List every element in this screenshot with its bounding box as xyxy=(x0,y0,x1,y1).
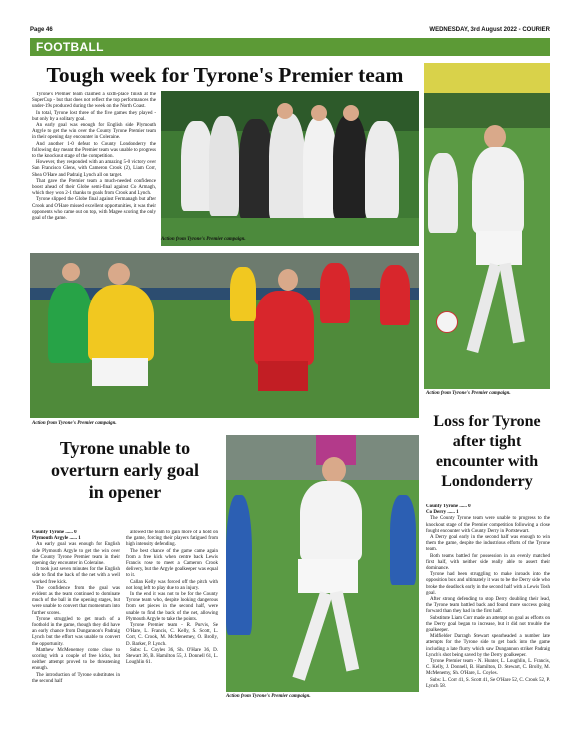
article3-paragraph: Substitute Liam Corr made an attempt on goal as efforts on the Derry goal began to increase, but it did not trouble the goalkeeper. xyxy=(426,615,550,634)
article3-paragraph: After strong defending to stop Derry doubling their lead, the Tyrone team battled back and found more success going forward than they had in the first half. xyxy=(426,597,550,615)
headline-opener xyxy=(30,437,220,503)
article2-paragraph: An early goal was enough for English side Plymouth Argyle to get the win over the County Tyrone Premier team in their opening day encounter in Coleraine. xyxy=(32,542,120,567)
headline-line: Loss for Tyrone xyxy=(433,413,541,430)
article3-paragraph: Midfielder Darragh Stewart spearheaded a number late attempts for the Tyrone side to get back into the game including a late flurry which saw Dungannon striker Padraig Lynch's shot being saved by the Derry goalkeeper. xyxy=(426,634,550,658)
article2-col2 xyxy=(126,530,218,730)
dribble-caption: Action from Tyrone's Premier campaign. xyxy=(226,694,311,699)
issue-date: WEDNESDAY, 3rd August 2022 - COURIER xyxy=(429,27,550,33)
article2-paragraph: Tyrone struggled to get much of a foothold in the game, though they did have an early chance from Dungannon's Padraig Lynch but the effort was unable to convert the opportunity. xyxy=(32,616,120,647)
section-band xyxy=(30,38,550,56)
runner-photo xyxy=(424,63,550,389)
headline-line: overturn early goal xyxy=(51,460,199,480)
article1-body xyxy=(32,92,156,252)
article3-paragraph: The County Tyrone team were unable to progress to the knockout stage of the Premier competition following a close fought encounter with County Derry in Portstewart. xyxy=(426,516,550,534)
article3-paragraph: Subs: L. Corr 41, S. Scott 41, Se O'Hare 52, C. Crook 52, P. Lynch 58. xyxy=(426,677,550,689)
article3-paragraph: Tyrone Premier team - N. Hunter, L. Loughlin, L. Francis, C. Kelly, J. Donnell, B. Hamilton, D. Stewart, C. Brolly, M. McMenemy, Sh. O'Hare, L. Coyles. xyxy=(426,659,550,677)
page-header xyxy=(30,27,550,36)
score-line: Plymouth Argyle ...... 1 xyxy=(32,536,81,542)
article2-paragraph: allowed the team to gain more of a hold on the game, forcing their players fatigued from high intensity defending. xyxy=(126,530,218,548)
huddle-caption: Action from Tyrone's Premier campaign. xyxy=(161,237,246,242)
headline-londonderry xyxy=(424,412,550,492)
score-line: County Tyrone ...... 0 xyxy=(426,504,471,509)
article2-paragraph: The introduction of Tyrone substitutes in the second half xyxy=(32,672,120,684)
headline-line: Tyrone unable to xyxy=(59,438,191,458)
action-photo xyxy=(30,253,419,418)
runner-caption: Action from Tyrone's Premier campaign. xyxy=(426,391,511,396)
article3-paragraph: A Derry goal early in the second half was enough to win them the game, despite the industrious efforts of the Tyrone team. xyxy=(426,535,550,553)
article2-paragraph: Subs: L. Coyles 36, Sh. O'Hare 36, D. Stewart 36, B. Hamilton 55, J. Donnell 61, L. Loughlin 61. xyxy=(126,647,218,666)
article1-paragraph: Tyrone's Premier team claimed a sixth-place finish at the SuperCup - but that does not reflect the top performances the under-19s produced during the week on the North Coast. xyxy=(32,92,156,110)
section-label: FOOTBALL xyxy=(36,40,104,54)
dribble-photo xyxy=(226,435,419,692)
huddle-photo xyxy=(161,91,419,246)
article1-paragraph: However, they responded with an amazing 5-0 victory over San Francisco Glens, with Cameron Crook (2), Liam Corr, Shea O'Hare and Padraig Lynch all on target. xyxy=(32,160,156,178)
headline-line: encounter with xyxy=(435,453,539,470)
score-line: County Tyrone ...... 0 xyxy=(32,530,77,535)
article2-paragraph: It took just seven minutes for the English side to find the back of the net with a well worked free kick. xyxy=(32,567,120,585)
score-line: Co Derry ...... 1 xyxy=(426,510,459,516)
article1-paragraph: That gave the Premier team a much-needed confidence boost ahead of their Globe semi-final against Co Armagh, which they won 2-1 thanks to goals from Crook and Lynch. xyxy=(32,178,156,197)
article1-paragraph: In total, Tyrone lost three of the five games they played - but only by a solitary goal. xyxy=(32,110,156,122)
article2-paragraph: The best chance of the game came again from a free kick when centre back Lewis Francis rose to meet a Cameron Crook delivery, but the Argyle goalkeeper was equal to it. xyxy=(126,548,218,579)
article2-paragraph: In the end it was not to be for the County Tyrone team who, despite looking dangerous from set pieces in the second half, were unable to find the back of the net, allowing Plymouth Argyle to take the points. xyxy=(126,592,218,622)
article2-col1 xyxy=(32,530,120,730)
article2-paragraph: Tyrone Premier team - R. Purvis, Se O'Hare, L. Francis, C. Kelly, S. Scott, L. Corr, C. Crook, M. McMenemey, O. Brolly, D. Barker, P. Lynch. xyxy=(126,623,218,647)
headline-line: Londonderry xyxy=(441,473,533,490)
article3-body xyxy=(426,504,550,730)
article3-paragraph: Tyrone had been struggling to make inroads into the opposition box and ultimately it was to be the Derry side who broke the deadlock early in the second half with a Lewis Tosh goal. xyxy=(426,572,550,596)
headline-line: in opener xyxy=(88,482,162,502)
article2-paragraph: The confidence from the goal was evident as the team continued to dominate much of the ball in the opening stages, but were unable to convert that momentum into further scores. xyxy=(32,585,120,616)
page-number: Page 46 xyxy=(30,27,53,33)
article1-paragraph: Tyrone slipped the Globe final against Fermanagh but after Crook and O'Hare missed excellent opportunities, it was their opponents who came out on top, with Magee scoring the only goal of the game. xyxy=(32,197,156,222)
main-headline: Tough week for Tyrone's Premier team xyxy=(46,63,404,87)
article2-paragraph: Matthew McMenemey come close to scoring with a couple of free kicks, but neither attempt proved to be threatening enough. xyxy=(32,647,120,672)
article1-paragraph: An early goal was enough for English side Plymouth Argyle to get the win over the County Tyrone Premier team in their opening day encounter in Coleraine. xyxy=(32,123,156,141)
action-caption: Action from Tyrone's Premier campaign. xyxy=(32,421,117,426)
article2-paragraph: Callan Kelly was forced off the pitch with not long left to play due to an injury. xyxy=(126,579,218,591)
article1-paragraph: And another 1-0 defeat to County Londonderry the following day meant the Premier team was unable to progress to the knockout stage of the competition. xyxy=(32,141,156,160)
headline-line: after tight xyxy=(452,433,522,450)
article3-paragraph: Both teams battled for possession in an evenly matched first half, with neither side really able to assert their dominance. xyxy=(426,553,550,572)
